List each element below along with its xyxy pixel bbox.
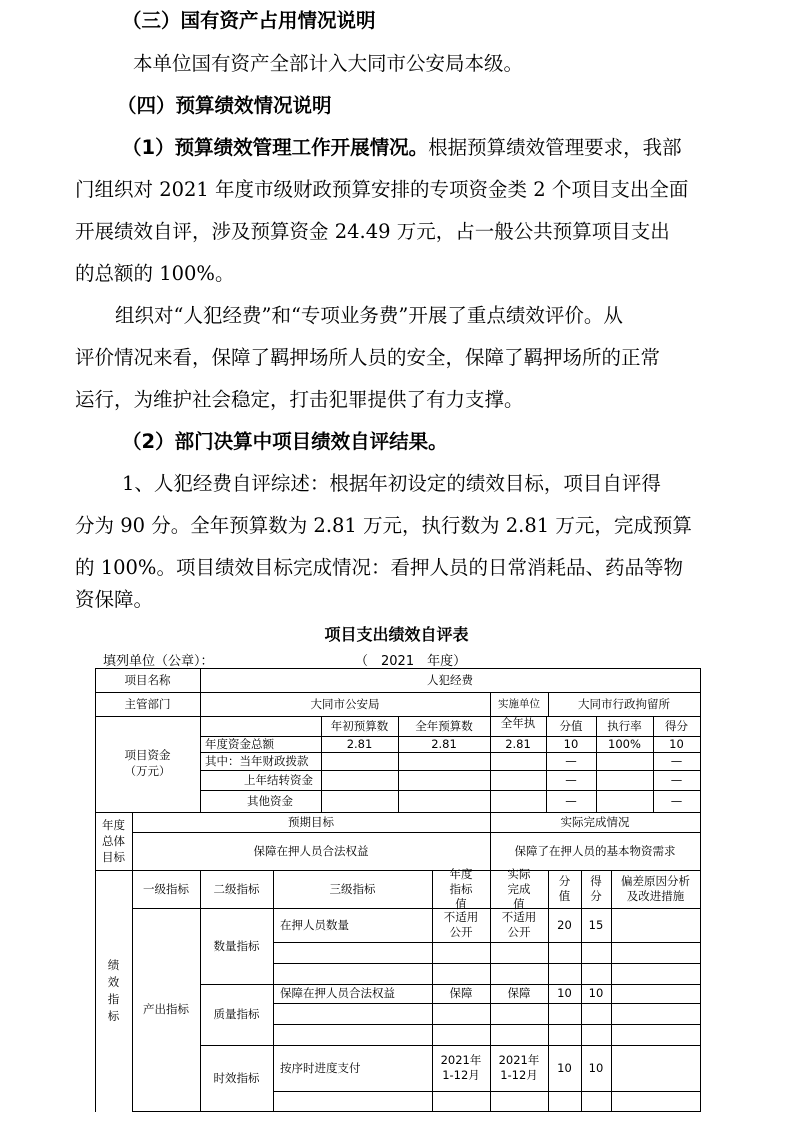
table-rule xyxy=(273,1003,700,1004)
fund-cell: — xyxy=(670,772,683,787)
fund-cell: — xyxy=(565,753,577,768)
fund-cell: 2.81 xyxy=(505,736,531,751)
fund-cell: 10 xyxy=(563,736,579,751)
fund-row-carryover-label: 上年结转资金 xyxy=(244,772,313,787)
paragraph-3-line-3: 的 100%。项目绩效目标完成情况：看押人员的日常消耗品、药品等物 xyxy=(75,556,683,579)
section-heading-4: （四）预算绩效情况说明 xyxy=(117,94,332,117)
indicator-header-level2: 二级指标 xyxy=(213,881,260,896)
project-name-label: 项目名称 xyxy=(124,672,171,687)
fund-row-other-label: 其他资金 xyxy=(247,793,293,808)
table-rule xyxy=(273,963,700,964)
paragraph-1-line-4: 的总额的 100%。 xyxy=(75,262,235,285)
indicator-score-value: 10 xyxy=(557,1060,572,1075)
section-heading-3: （三）国有资产占用情况说明 xyxy=(122,9,376,32)
fund-cell: 100% xyxy=(608,736,641,751)
perf-label-text: 绩效指标 xyxy=(107,957,120,1023)
indicator-target xyxy=(432,1045,490,1091)
actual-header: 实际完成情况 xyxy=(560,814,630,829)
fund-cell: — xyxy=(565,793,577,808)
indicator-target-text: 不适用公开 xyxy=(443,910,479,939)
indicator-score-value: 20 xyxy=(557,917,572,932)
level2-quality: 质量指标 xyxy=(213,1007,260,1021)
indicator-header-score xyxy=(581,870,611,908)
project-name: 人犯经费 xyxy=(427,672,473,687)
paragraph-3-line-2: 分为 90 分。全年预算数为 2.81 万元，执行数为 2.81 万元，完成预算 xyxy=(75,514,692,537)
expected-header: 预期目标 xyxy=(288,814,334,829)
table-rule xyxy=(273,1024,700,1025)
table-rule xyxy=(273,1091,700,1092)
level3-indicator: 按序时进度支付 xyxy=(280,1060,361,1075)
fund-cell: 2.81 xyxy=(431,736,457,751)
fund-header-score-value: 分值 xyxy=(559,718,583,733)
level2-quantity: 数量指标 xyxy=(213,938,260,953)
indicator-header-level3: 三级指标 xyxy=(329,881,376,896)
paragraph-1-line-1 xyxy=(122,136,682,160)
expected-goal: 保障在押人员合法权益 xyxy=(253,843,369,858)
fund-cell: — xyxy=(670,753,683,768)
indicator-actual xyxy=(490,1045,548,1091)
indicator-actual xyxy=(490,908,548,942)
fund-header-initial: 年初预算数 xyxy=(330,718,389,733)
actual-goal: 保障了在押人员的基本物资需求 xyxy=(514,843,676,858)
level2-timeliness: 时效指标 xyxy=(213,1070,260,1085)
unit-label: 填列单位（公章）： xyxy=(103,654,214,669)
paragraph-2-line-3: 运行，为维护社会稳定，打击犯罪提供了有力支撑。 xyxy=(75,388,524,411)
indicator-header-score-value xyxy=(548,870,581,908)
fund-header-rate: 执行率 xyxy=(607,718,642,733)
indicator-score-value: 10 xyxy=(557,986,572,1000)
table-rule xyxy=(273,942,700,943)
indicator-header-score-value-text: 分值 xyxy=(558,874,571,903)
impl-unit: 大同市行政拘留所 xyxy=(578,696,670,711)
paragraph-2-line-1: 组织对“人犯经费”和“专项业务费”开展了重点绩效评价。从 xyxy=(115,304,623,327)
funds-label-text: 项目资金（万元） xyxy=(124,748,171,778)
dept: 大同市公安局 xyxy=(310,696,380,711)
fund-header-score: 得分 xyxy=(665,718,688,733)
indicator-actual-text: 2021年1-12月 xyxy=(498,1053,540,1082)
paragraph-2-line-2: 评价情况来看，保障了羁押场所人员的安全，保障了羁押场所的正常 xyxy=(75,346,661,369)
paragraph-3-line-1: 1、人犯经费自评综述：根据年初设定的绩效目标，项目自评得 xyxy=(122,472,661,495)
indicator-header-deviation-text: 偏差原因分析及改进措施 xyxy=(621,874,690,903)
paragraph-1-line-2: 门组织对 2021 年度市级财政预算安排的专项资金类 2 个项目支出全面 xyxy=(75,178,689,201)
fund-row-fiscal-label: 其中：当年财政拨款 xyxy=(205,753,309,768)
indicator-score: 10 xyxy=(588,1060,604,1075)
assets-paragraph: 本单位国有资产全部计入大同市公安局本级。 xyxy=(133,52,524,75)
fund-cell: — xyxy=(670,793,683,808)
funds-label xyxy=(95,736,200,790)
dept-label: 主管部门 xyxy=(124,696,171,711)
indicator-header-score-text: 得分 xyxy=(590,874,602,903)
indicator-header-actual-text: 实际完成值 xyxy=(507,866,531,911)
level3-indicator: 保障在押人员合法权益 xyxy=(280,986,395,1000)
fund-row-total-label: 年度资金总额 xyxy=(205,736,274,751)
table-rule xyxy=(700,668,701,1112)
indicator-actual-text: 不适用公开 xyxy=(501,910,537,939)
fund-cell: 2.81 xyxy=(346,736,373,751)
table-rule xyxy=(132,1111,700,1112)
indicator-header-target-text: 年度指标值 xyxy=(449,866,473,911)
indicator-header-actual xyxy=(490,866,548,911)
level3-indicator: 在押人员数量 xyxy=(280,917,349,932)
section-heading-5: （2）部门决算中项目绩效自评结果。 xyxy=(122,430,448,453)
paragraph-3-line-4: 资保障。 xyxy=(75,588,154,611)
indicator-score: 15 xyxy=(588,917,604,932)
goal-label-text: 年度总体目标 xyxy=(102,818,125,864)
indicator-target-text: 2021年1-12月 xyxy=(440,1053,482,1082)
fund-cell: — xyxy=(565,772,577,787)
indicator-header-deviation xyxy=(611,870,700,908)
table-caption: 项目支出绩效自评表 xyxy=(324,625,469,644)
fund-header-annual: 全年预算数 xyxy=(415,718,473,733)
paragraph-1-line-3: 开展绩效自评，涉及预算资金 24.49 万元，占一般公共预算项目支出 xyxy=(75,220,670,243)
indicator-target xyxy=(432,908,490,942)
perf-label xyxy=(95,870,132,1111)
indicator-header-level1: 一级指标 xyxy=(143,881,189,896)
level1-output: 产出指标 xyxy=(143,1002,189,1016)
indicator-score: 10 xyxy=(588,986,604,1000)
indicator-target: 保障 xyxy=(449,986,473,1000)
indicator-header-target xyxy=(432,866,490,911)
indicator-actual: 保障 xyxy=(507,986,531,1000)
fund-header-executed: 全年执 xyxy=(500,716,536,730)
fund-cell: 10 xyxy=(669,736,684,751)
paragraph-1-line-1-text: 根据预算绩效管理要求，我部 xyxy=(428,136,682,159)
paragraph-1-lead: （1）预算绩效管理工作开展情况。 xyxy=(122,136,429,159)
year-label: （ 2021 年度） xyxy=(355,654,467,669)
goal-label xyxy=(95,812,132,870)
impl-label: 实施单位 xyxy=(498,697,540,710)
